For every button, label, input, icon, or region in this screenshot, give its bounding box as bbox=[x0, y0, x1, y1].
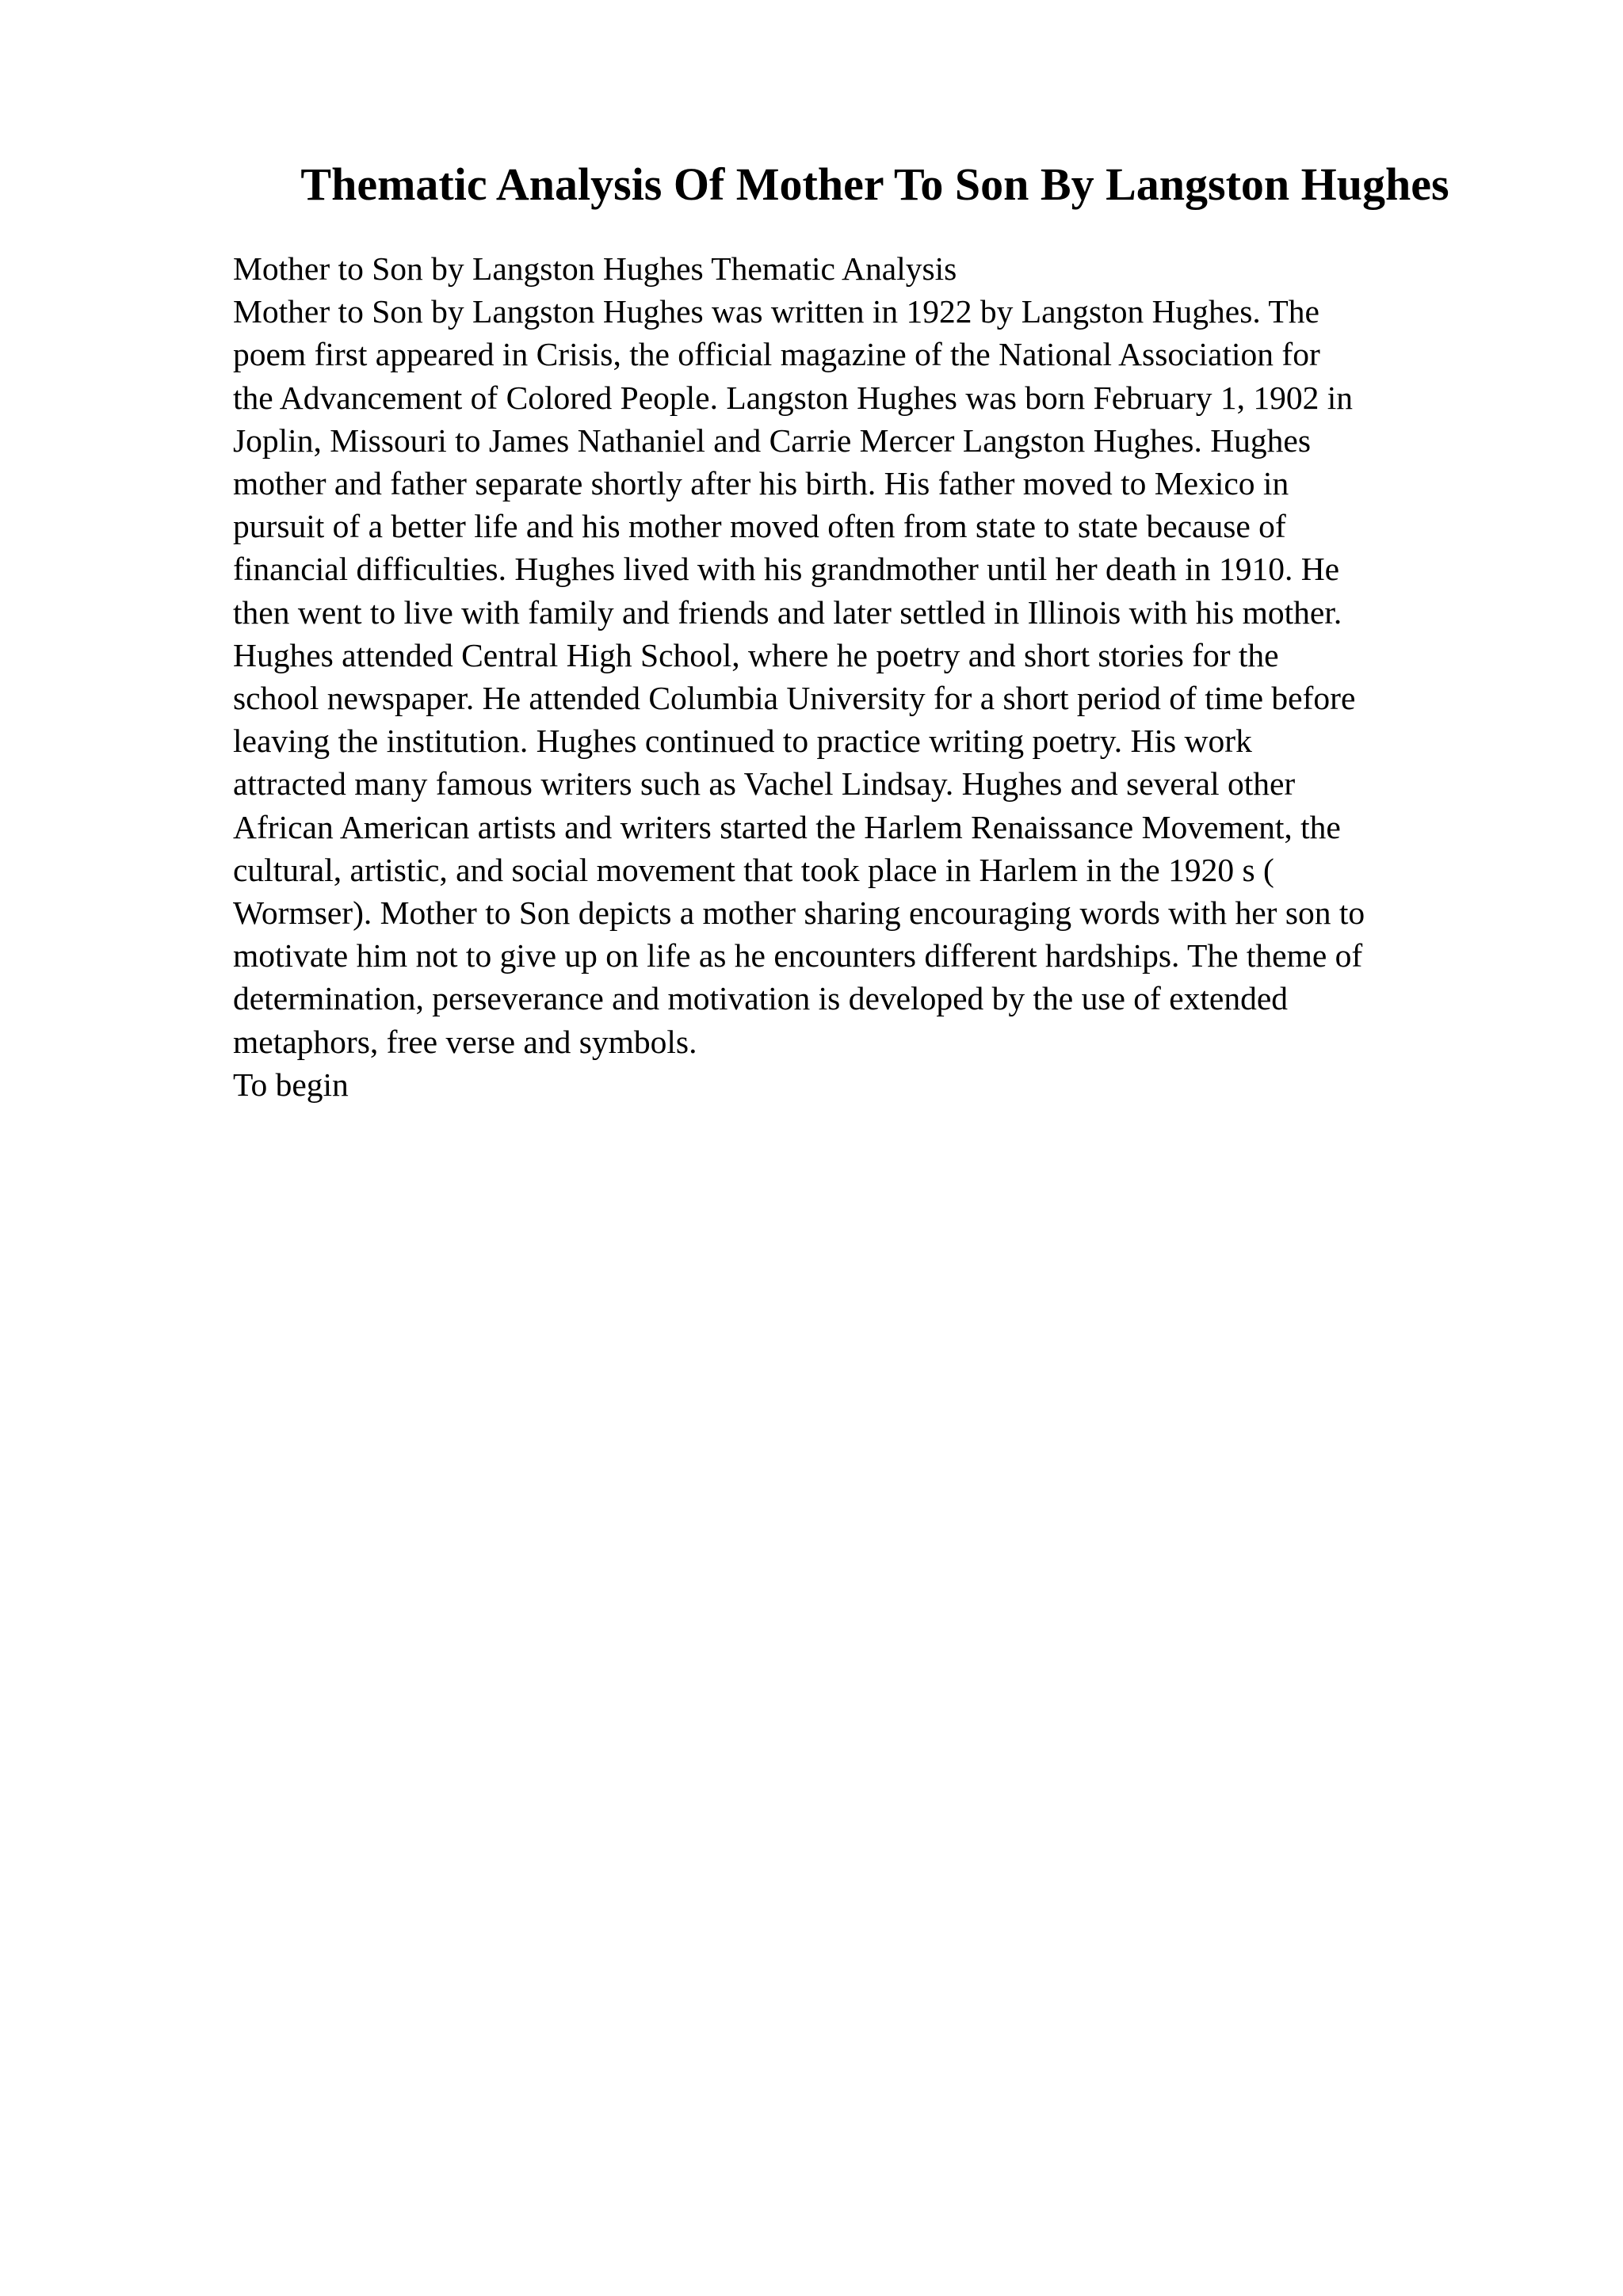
text-line: determination, perseverance and motivation is developed by the use of extended bbox=[233, 980, 1288, 1017]
text-line: school newspaper. He attended Columbia University for a short period of time before bbox=[233, 680, 1356, 717]
text-line: Mother to Son by Langston Hughes was written in 1922 by Langston Hughes. The bbox=[233, 293, 1319, 330]
text-line: pursuit of a better life and his mother moved often from state to state because of bbox=[233, 508, 1286, 545]
text-line: Hughes attended Central High School, where he poetry and short stories for the bbox=[233, 636, 1279, 673]
text-line: financial difficulties. Hughes lived with his grandmother until her death in 1910. He bbox=[233, 551, 1340, 588]
text-line: motivate him not to give up on life as he encounters different hardships. The theme of bbox=[233, 937, 1363, 974]
text-line: African American artists and writers started the Harlem Renaissance Movement, the bbox=[233, 808, 1341, 845]
text-line: Wormser). Mother to Son depicts a mother sharing encouraging words with her son to bbox=[233, 894, 1365, 932]
text-line: then went to live with family and friends and later settled in Illinois with his mother. bbox=[233, 593, 1342, 631]
text-line: poem first appeared in Crisis, the official magazine of the National Association for bbox=[233, 336, 1320, 373]
text-line: To begin bbox=[233, 1066, 349, 1103]
text-line: metaphors, free verse and symbols. bbox=[233, 1023, 697, 1060]
text-line: mother and father separate shortly after his birth. His father moved to Mexico in bbox=[233, 465, 1289, 502]
text-line: the Advancement of Colored People. Langston Hughes was born February 1, 1902 in bbox=[233, 379, 1354, 416]
text-line: Joplin, Missouri to James Nathaniel and Carrie Mercer Langston Hughes. Hughes bbox=[233, 421, 1311, 459]
document-body bbox=[233, 247, 1533, 1106]
text-line: cultural, artistic, and social movement that took place in Harlem in the 1920 s ( bbox=[233, 851, 1274, 888]
text-line: Mother to Son by Langston Hughes Thematic Analysis bbox=[233, 250, 957, 287]
text-line: attracted many famous writers such as Vachel Lindsay. Hughes and several other bbox=[233, 765, 1296, 803]
text-line: leaving the institution. Hughes continued to practice writing poetry. His work bbox=[233, 723, 1252, 760]
document-title: Thematic Analysis Of Mother To Son By Langston Hughes bbox=[300, 158, 1449, 210]
